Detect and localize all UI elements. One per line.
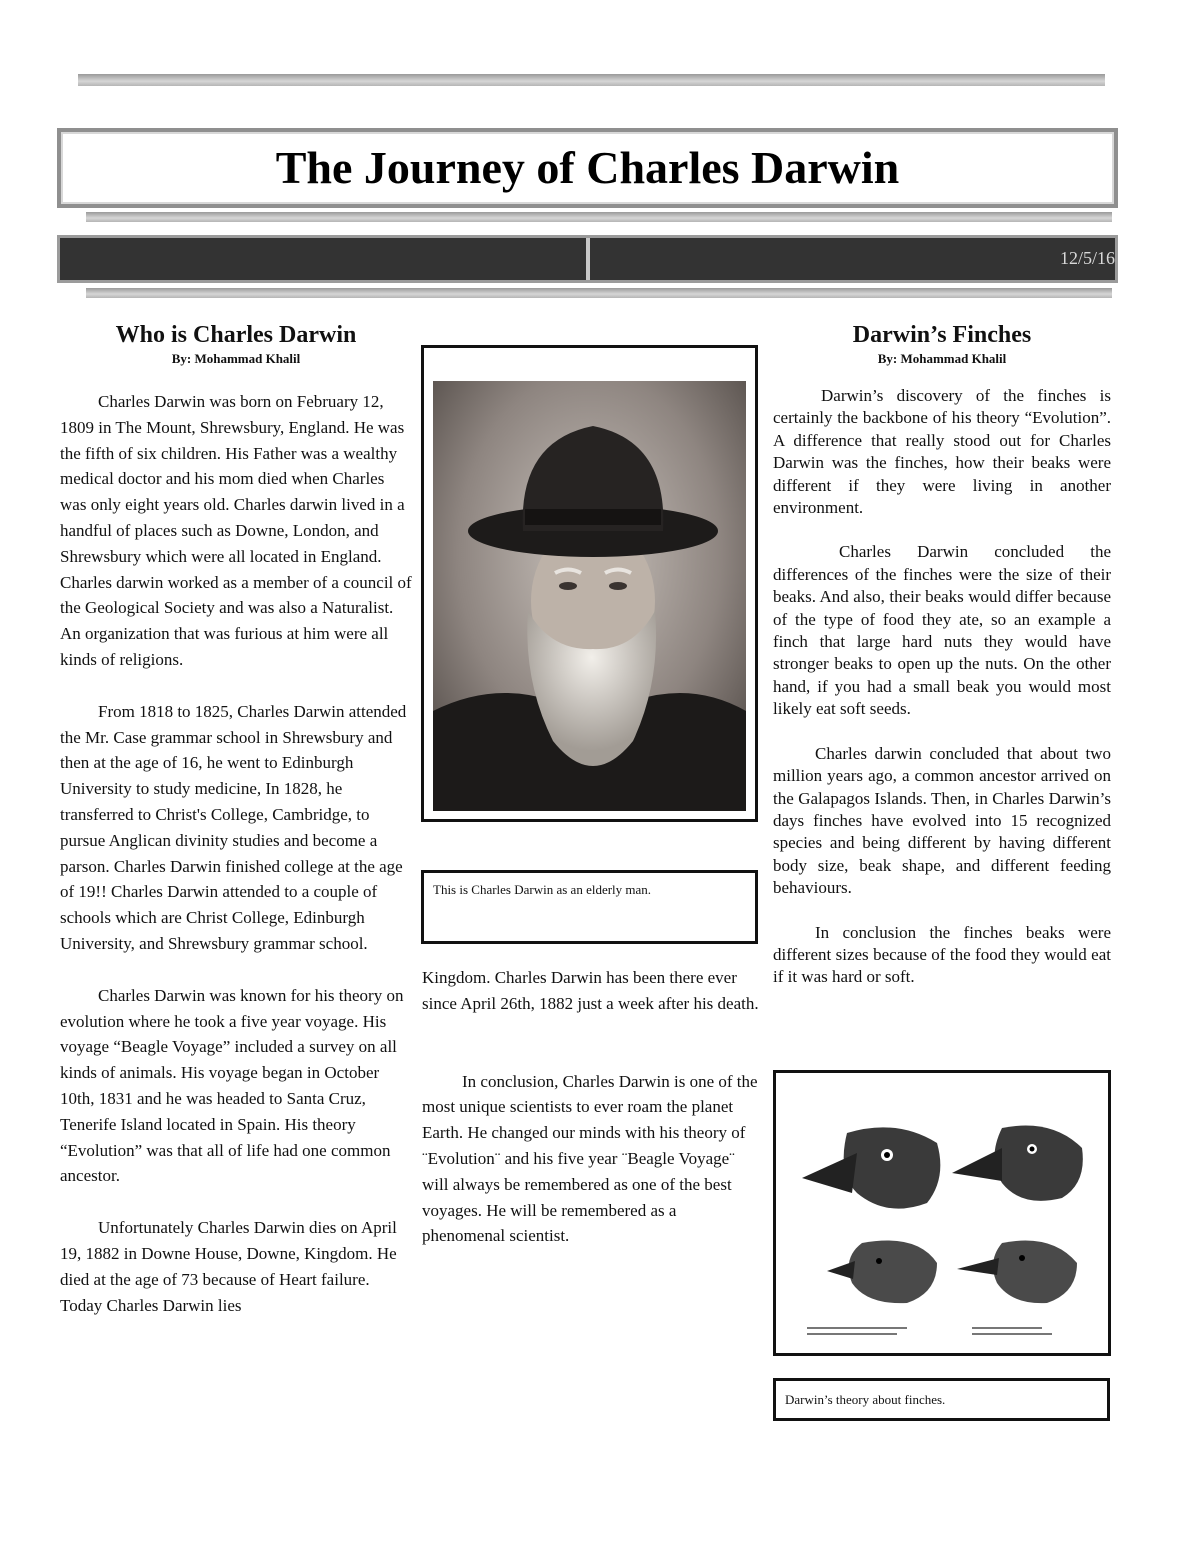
right-article xyxy=(773,322,1111,1011)
paragraph: Darwin’s discovery of the finches is certainly the backbone of his theory “Evolution”. A difference that really stood out for Charles Darwin was the finches, how their beaks were different if they were living in another environment. xyxy=(773,386,1111,518)
page-title: The Journey of Charles Darwin xyxy=(275,142,900,193)
right-byline: By: Mohammad Khalil xyxy=(877,351,1007,366)
finches-caption-text: Darwin’s theory about finches. xyxy=(785,1392,946,1407)
title-underline-rule xyxy=(86,212,1112,222)
paragraph: In conclusion the finches beaks were different sizes because of the food they would eat if it was hard or soft. xyxy=(773,922,1111,987)
darwin-portrait-image xyxy=(433,381,746,811)
paragraph: Charles Darwin was known for his theory on evolution where he took a five year voyage. His voyage “Beagle Voyage” included a survey on all kinds of animals. His voyage began in October 10th, 1831 and he was headed to Santa Cruz, Tenerife Island located in Spain. His theory “Evolution” was that all of life had one common ancestor. xyxy=(60,985,404,1186)
masthead xyxy=(57,128,1118,208)
issue-date: 12/5/16 xyxy=(1059,248,1115,268)
paragraph: Charles Darwin concluded the differences of the finches were the size of their beaks. And also, their beaks would differ because of the type of food they ate, so an example a finch that large hard nuts they would have stronger beaks to open up the nuts. On the other hand, if you had a small beak you would most likely eat soft seeds. xyxy=(773,542,1111,719)
portrait-frame xyxy=(421,345,758,822)
paragraph: Unfortunately Charles Darwin dies on April 19, 1882 in Downe House, Downe, Kingdom. He died at the age of 73 because of Heart failure. Today Charles Darwin lies xyxy=(60,1218,397,1315)
paragraph: From 1818 to 1825, Charles Darwin attended the Mr. Case grammar school in Shrewsbury and then at the age of 16, he went to Edinburgh University to study medicine, In 1828, he transferred to Christ's College, Cambridge, to pursue Anglican divinity studies and become a parson. Charles Darwin finished college at the age of 19!! Charles Darwin attended to a couple of schools which are Christ College, Edinburgh University, and Shrewsbury grammar school. xyxy=(60,701,407,953)
left-article xyxy=(60,322,412,1318)
paragraph: Charles darwin concluded that about two million years ago, a common ancestor arrived on the Galapagos Islands. Then, in Charles Darwin’s days finches have evolved into 15 recognized species and being different by having different body size, beak shape, and different feeding behaviours. xyxy=(773,743,1111,898)
portrait-caption xyxy=(421,870,758,944)
paragraph: In conclusion, Charles Darwin is one of the most unique scientists to ever roam the planet Earth. He changed our minds with his theory of ¨Evolution¨ and his five year ¨Beagle Voyage¨ will always be remembered as one of the best voyages. He will be remembered as a phenomenal scientist. xyxy=(422,1071,758,1246)
finches-illustration xyxy=(787,1083,1097,1345)
date-band xyxy=(57,235,1118,283)
left-headline: Who is Charles Darwin xyxy=(115,322,357,348)
finches-caption xyxy=(773,1378,1110,1421)
top-rule xyxy=(78,74,1105,86)
paragraph: Charles Darwin was born on February 12, 1809 in The Mount, Shrewsbury, England. He was the fifth of six children. His Father was a wealthy medical doctor and his mom died when Charles was only eight years old. Charles darwin lived in a handful of places such as Downe, London, and Shrewsbury which were all located in England. Charles darwin worked as a member of a council of the Geological Society and was also a Naturalist. An organization that was furious at him were all kinds of religions. xyxy=(60,392,412,669)
portrait-caption-text: This is Charles Darwin as an elderly man. xyxy=(433,882,652,897)
right-headline: Darwin’s Finches xyxy=(852,322,1032,348)
band-divider xyxy=(586,238,590,280)
finches-frame xyxy=(773,1070,1111,1356)
paragraph: Kingdom. Charles Darwin has been there ever since April 26th, 1882 just a week after his death. xyxy=(422,968,759,1013)
middle-text xyxy=(422,965,762,1249)
left-byline: By: Mohammad Khalil xyxy=(171,351,301,366)
band-underline-rule xyxy=(86,288,1112,298)
